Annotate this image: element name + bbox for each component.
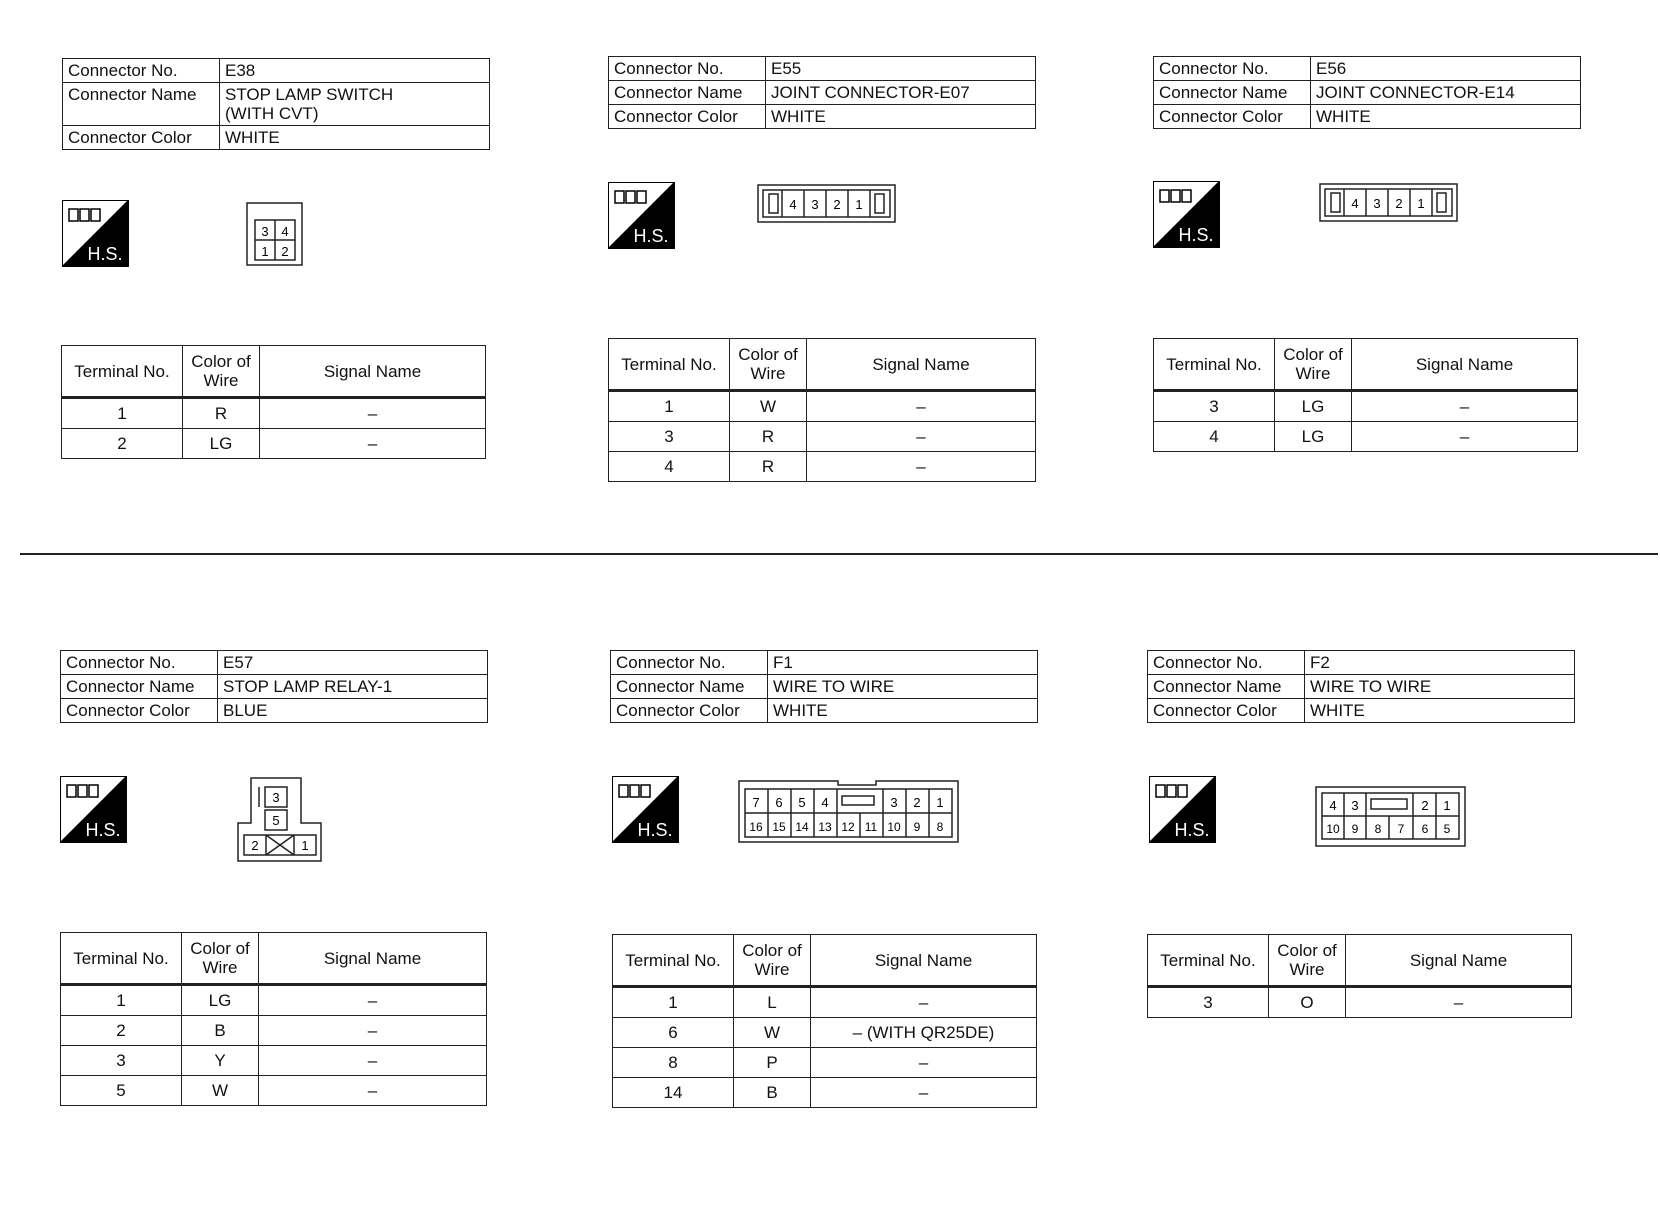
wire-label: Wire (1289, 960, 1325, 979)
connector-panel-f1 (610, 650, 1038, 723)
connector-no-label: Connector No. (611, 651, 768, 675)
harness-side-icon (60, 776, 127, 843)
signal-name-header: Signal Name (807, 339, 1036, 391)
connector-no-value: F2 (1305, 651, 1575, 675)
table-row (613, 1078, 1037, 1108)
wire-color: Y (182, 1046, 259, 1076)
hs-label: H.S. (1174, 820, 1210, 840)
connector-color-value: WHITE (1311, 105, 1581, 129)
connector-face-diagram (757, 184, 897, 224)
connector-color-label: Connector Color (1148, 699, 1305, 723)
color-of-label: Color of (738, 345, 798, 364)
wire-color: O (1269, 987, 1346, 1018)
wire-label: Wire (203, 371, 239, 390)
pin-label: 2 (1421, 798, 1429, 813)
connector-panel-e55 (608, 56, 1036, 129)
color-of-wire-header (1269, 935, 1346, 987)
wire-color: B (734, 1078, 811, 1108)
terminal-panel-f2 (1147, 934, 1572, 1018)
pin-label: 9 (913, 820, 921, 834)
section-divider (20, 553, 1658, 555)
connector-color-value: WHITE (1305, 699, 1575, 723)
signal-name: – (1352, 422, 1578, 452)
harness-side-icon (62, 200, 129, 267)
signal-name: – (811, 1078, 1037, 1108)
color-of-label: Color of (1283, 345, 1343, 364)
signal-name: – (260, 429, 486, 459)
connector-color-value: BLUE (218, 699, 488, 723)
color-of-wire-header (1275, 339, 1352, 391)
table-row (613, 1018, 1037, 1048)
color-of-wire-header (734, 935, 811, 987)
connector-face-diagram (246, 202, 304, 266)
wire-color: LG (1275, 391, 1352, 422)
terminal-no: 1 (613, 987, 734, 1018)
connector-face-diagram (1319, 183, 1459, 223)
terminal-no: 2 (61, 1016, 182, 1046)
terminal-no-header: Terminal No. (1154, 339, 1275, 391)
wire-label: Wire (750, 364, 786, 383)
pin-label: 10 (887, 820, 901, 834)
connector-info-table (62, 58, 490, 150)
pin-label: 10 (1326, 822, 1340, 836)
table-row (61, 1016, 487, 1046)
signal-name: – (811, 1048, 1037, 1078)
connector-name-label: Connector Name (609, 81, 766, 105)
connector-name-value: JOINT CONNECTOR-E14 (1311, 81, 1581, 105)
terminal-no: 5 (61, 1076, 182, 1106)
pin-label: 13 (818, 820, 832, 834)
pin-label: 12 (841, 820, 855, 834)
connector-info-table (610, 650, 1038, 723)
pin-label: 5 (798, 795, 806, 810)
terminal-no-header: Terminal No. (61, 933, 182, 985)
connector-no-value: E57 (218, 651, 488, 675)
wire-color: B (182, 1016, 259, 1046)
pin-label: 3 (272, 790, 280, 805)
pin-label: 4 (281, 224, 289, 239)
harness-side-icon (608, 182, 675, 249)
connector-info-table (60, 650, 488, 723)
pin-label: 11 (864, 820, 878, 834)
terminal-no-header: Terminal No. (62, 346, 183, 398)
signal-name: – (260, 398, 486, 429)
signal-name: – (259, 985, 487, 1016)
connector-color-label: Connector Color (1154, 105, 1311, 129)
wire-color: R (730, 422, 807, 452)
connector-info-table (1147, 650, 1575, 723)
pin-label: 1 (301, 838, 309, 853)
wire-color: W (730, 391, 807, 422)
signal-name: – (811, 987, 1037, 1018)
pin-label: 2 (251, 838, 259, 853)
table-row (62, 398, 486, 429)
hs-label: H.S. (85, 820, 121, 840)
table-row (609, 391, 1036, 422)
terminal-no: 4 (609, 452, 730, 482)
pin-label: 6 (775, 795, 783, 810)
wire-color: P (734, 1048, 811, 1078)
signal-name: – (259, 1046, 487, 1076)
wire-color: W (182, 1076, 259, 1106)
table-row (609, 452, 1036, 482)
connector-color-value: WHITE (766, 105, 1036, 129)
connector-name-label: Connector Name (63, 83, 220, 126)
terminal-no-header: Terminal No. (609, 339, 730, 391)
connector-name-value: WIRE TO WIRE (768, 675, 1038, 699)
color-of-wire-header (730, 339, 807, 391)
connector-no-label: Connector No. (61, 651, 218, 675)
connector-panel-e56 (1153, 56, 1581, 129)
color-of-label: Color of (190, 939, 250, 958)
pin-label: 7 (752, 795, 760, 810)
table-row (1154, 391, 1578, 422)
connector-color-label: Connector Color (63, 126, 220, 150)
pin-label: 2 (913, 795, 921, 810)
pin-label: 1 (1443, 798, 1451, 813)
connector-panel-e57 (60, 650, 488, 723)
connector-name-label: Connector Name (1148, 675, 1305, 699)
table-row (1154, 422, 1578, 452)
signal-name: – (1346, 987, 1572, 1018)
pin-label: 1 (261, 244, 269, 259)
color-of-wire-header (182, 933, 259, 985)
terminal-no: 1 (62, 398, 183, 429)
signal-name: – (807, 422, 1036, 452)
pin-label: 3 (890, 795, 898, 810)
connector-name-value: STOP LAMP RELAY-1 (218, 675, 488, 699)
terminal-no: 1 (61, 985, 182, 1016)
pin-label: 4 (1329, 798, 1337, 813)
connector-name-value (220, 83, 490, 126)
terminal-no: 14 (613, 1078, 734, 1108)
harness-side-icon (1149, 776, 1216, 843)
terminal-panel-f1 (612, 934, 1037, 1108)
connector-face-diagram-10pin (1315, 786, 1467, 848)
pin-label: 8 (1374, 822, 1382, 836)
wire-color: LG (1275, 422, 1352, 452)
pin-label: 2 (281, 244, 289, 259)
wire-label: Wire (1295, 364, 1331, 383)
table-row (61, 1046, 487, 1076)
wire-color: LG (182, 985, 259, 1016)
terminal-no: 3 (1148, 987, 1269, 1018)
pin-label: 8 (936, 820, 944, 834)
signal-name-header: Signal Name (260, 346, 486, 398)
terminal-no: 3 (61, 1046, 182, 1076)
hs-label: H.S. (87, 244, 123, 264)
pin-label: 1 (855, 197, 863, 212)
pin-label: 7 (1397, 822, 1405, 836)
connector-name-line2: (WITH CVT) (225, 104, 319, 123)
connector-no-value: E55 (766, 57, 1036, 81)
color-of-wire-header (183, 346, 260, 398)
connector-no-label: Connector No. (1154, 57, 1311, 81)
connector-color-value: WHITE (220, 126, 490, 150)
connector-name-value: JOINT CONNECTOR-E07 (766, 81, 1036, 105)
wire-label: Wire (754, 960, 790, 979)
pin-label: 6 (1421, 822, 1429, 836)
connector-no-value: F1 (768, 651, 1038, 675)
table-row (61, 1076, 487, 1106)
pin-label: 5 (1443, 822, 1451, 836)
wire-color: L (734, 987, 811, 1018)
wire-label: Wire (202, 958, 238, 977)
wire-color: R (730, 452, 807, 482)
signal-name-header: Signal Name (1346, 935, 1572, 987)
pin-label: 2 (1395, 196, 1403, 211)
terminal-table (1153, 338, 1578, 452)
signal-name: – (WITH QR25DE) (811, 1018, 1037, 1048)
terminal-panel-e56 (1153, 338, 1578, 452)
pin-label: 4 (1351, 196, 1359, 211)
connector-panel-e38 (62, 58, 490, 150)
color-of-label: Color of (191, 352, 251, 371)
wire-color: R (183, 398, 260, 429)
connector-no-label: Connector No. (609, 57, 766, 81)
pin-label: 3 (1373, 196, 1381, 211)
signal-name: – (1352, 391, 1578, 422)
signal-name-header: Signal Name (1352, 339, 1578, 391)
table-row (61, 985, 487, 1016)
color-of-label: Color of (742, 941, 802, 960)
connector-name-value: WIRE TO WIRE (1305, 675, 1575, 699)
table-row (613, 987, 1037, 1018)
terminal-table (60, 932, 487, 1106)
terminal-table (612, 934, 1037, 1108)
pin-label: 3 (261, 224, 269, 239)
connector-name-label: Connector Name (611, 675, 768, 699)
connector-color-label: Connector Color (609, 105, 766, 129)
connector-no-label: Connector No. (1148, 651, 1305, 675)
hs-label: H.S. (633, 226, 669, 246)
pin-label: 4 (821, 795, 829, 810)
terminal-no: 8 (613, 1048, 734, 1078)
pin-label: 3 (1351, 798, 1359, 813)
color-of-label: Color of (1277, 941, 1337, 960)
connector-panel-f2 (1147, 650, 1575, 723)
terminal-no: 4 (1154, 422, 1275, 452)
terminal-no: 6 (613, 1018, 734, 1048)
signal-name: – (259, 1016, 487, 1046)
hs-label: H.S. (1178, 225, 1214, 245)
connector-name-label: Connector Name (61, 675, 218, 699)
signal-name: – (259, 1076, 487, 1106)
connector-color-label: Connector Color (611, 699, 768, 723)
terminal-table (61, 345, 486, 459)
pin-label: 1 (936, 795, 944, 810)
connector-no-label: Connector No. (63, 59, 220, 83)
connector-no-value: E56 (1311, 57, 1581, 81)
pin-label: 16 (749, 820, 763, 834)
connector-info-table (608, 56, 1036, 129)
connector-face-diagram-16pin (738, 780, 960, 844)
pin-label: 1 (1417, 196, 1425, 211)
connector-face-diagram (237, 777, 323, 863)
signal-name-header: Signal Name (259, 933, 487, 985)
connector-name-label: Connector Name (1154, 81, 1311, 105)
signal-name-header: Signal Name (811, 935, 1037, 987)
pin-label: 3 (811, 197, 819, 212)
harness-side-icon (612, 776, 679, 843)
terminal-no: 3 (1154, 391, 1275, 422)
pin-label: 2 (833, 197, 841, 212)
harness-side-icon (1153, 181, 1220, 248)
terminal-no: 2 (62, 429, 183, 459)
terminal-no: 1 (609, 391, 730, 422)
terminal-panel-e55 (608, 338, 1036, 482)
connector-color-label: Connector Color (61, 699, 218, 723)
hs-label: H.S. (637, 820, 673, 840)
terminal-no: 3 (609, 422, 730, 452)
signal-name: – (807, 452, 1036, 482)
terminal-panel-e38 (61, 345, 486, 459)
connector-name-line1: STOP LAMP SWITCH (225, 85, 394, 104)
table-row (609, 422, 1036, 452)
pin-label: 4 (789, 197, 797, 212)
wire-color: LG (183, 429, 260, 459)
pin-label: 9 (1351, 822, 1359, 836)
wire-color: W (734, 1018, 811, 1048)
table-row (613, 1048, 1037, 1078)
terminal-no-header: Terminal No. (1148, 935, 1269, 987)
terminal-table (1147, 934, 1572, 1018)
connector-color-value: WHITE (768, 699, 1038, 723)
connector-no-value: E38 (220, 59, 490, 83)
pin-label: 5 (272, 813, 280, 828)
table-row (62, 429, 486, 459)
signal-name: – (807, 391, 1036, 422)
pin-label: 14 (795, 820, 809, 834)
table-row (1148, 987, 1572, 1018)
pin-label: 15 (772, 820, 786, 834)
terminal-no-header: Terminal No. (613, 935, 734, 987)
terminal-panel-e57 (60, 932, 487, 1106)
terminal-table (608, 338, 1036, 482)
connector-info-table (1153, 56, 1581, 129)
